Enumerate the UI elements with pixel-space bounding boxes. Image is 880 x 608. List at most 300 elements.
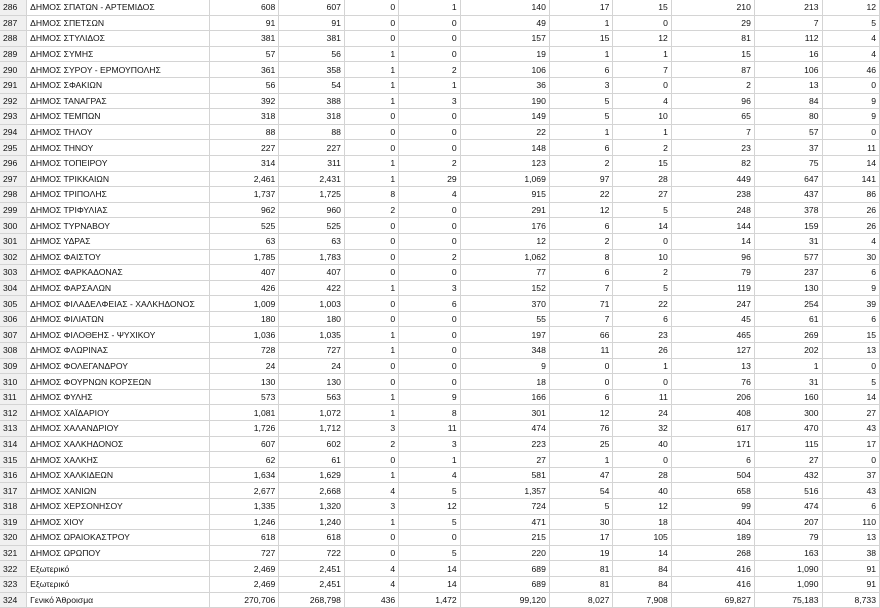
cell-value[interactable]: 206	[671, 389, 754, 405]
cell-value[interactable]: 1	[399, 452, 461, 468]
cell-value[interactable]: 3	[399, 280, 461, 296]
cell-value[interactable]: 602	[279, 436, 345, 452]
cell-value[interactable]: 408	[671, 405, 754, 421]
cell-value[interactable]: 6	[549, 140, 613, 156]
cell-value[interactable]: 6	[549, 218, 613, 234]
cell-value[interactable]: 1	[344, 62, 398, 78]
cell-value[interactable]: 0	[399, 343, 461, 359]
cell-value[interactable]: 12	[549, 202, 613, 218]
cell-value[interactable]: 4	[822, 46, 880, 62]
cell-name[interactable]: ΔΗΜΟΣ ΣΥΡΟΥ - ΕΡΜΟΥΠΟΛΗΣ	[27, 62, 209, 78]
cell-value[interactable]: 9	[822, 109, 880, 125]
cell-value[interactable]: 1	[613, 358, 671, 374]
cell-value[interactable]: 1,240	[279, 514, 345, 530]
cell-value[interactable]: 6	[822, 499, 880, 515]
cell-value[interactable]: 23	[671, 140, 754, 156]
cell-value[interactable]: 19	[460, 46, 549, 62]
cell-value[interactable]: 470	[754, 421, 822, 437]
cell-value[interactable]: 105	[613, 530, 671, 546]
cell-value[interactable]: 311	[279, 155, 345, 171]
cell-value[interactable]: 0	[549, 374, 613, 390]
cell-name[interactable]: ΔΗΜΟΣ ΦΙΛΙΑΤΩΝ	[27, 311, 209, 327]
cell-value[interactable]: 18	[613, 514, 671, 530]
cell-value[interactable]: 130	[279, 374, 345, 390]
cell-value[interactable]: 0	[344, 0, 398, 15]
cell-value[interactable]: 1	[613, 46, 671, 62]
cell-value[interactable]: 220	[460, 545, 549, 561]
cell-value[interactable]: 471	[460, 514, 549, 530]
cell-value[interactable]: 26	[822, 218, 880, 234]
row-number[interactable]: 297	[0, 171, 27, 187]
cell-value[interactable]: 1	[613, 124, 671, 140]
row-number[interactable]: 310	[0, 374, 27, 390]
cell-value[interactable]: 45	[671, 311, 754, 327]
row-number[interactable]: 308	[0, 343, 27, 359]
cell-value[interactable]: 54	[549, 483, 613, 499]
cell-value[interactable]: 1	[549, 46, 613, 62]
cell-value[interactable]: 130	[209, 374, 279, 390]
cell-value[interactable]: 1,069	[460, 171, 549, 187]
cell-value[interactable]: 15	[549, 31, 613, 47]
cell-value[interactable]: 2,677	[209, 483, 279, 499]
cell-value[interactable]: 37	[822, 467, 880, 483]
cell-value[interactable]: 1,737	[209, 187, 279, 203]
cell-value[interactable]: 0	[344, 109, 398, 125]
cell-value[interactable]: 180	[209, 311, 279, 327]
cell-value[interactable]: 361	[209, 62, 279, 78]
cell-value[interactable]: 0	[399, 530, 461, 546]
cell-value[interactable]: 1	[344, 467, 398, 483]
cell-name[interactable]: ΔΗΜΟΣ ΧΑΛΚΗΔΟΝΟΣ	[27, 436, 209, 452]
cell-value[interactable]: 607	[279, 0, 345, 15]
cell-value[interactable]: 14	[399, 576, 461, 592]
cell-value[interactable]: 99	[671, 499, 754, 515]
cell-value[interactable]: 25	[549, 436, 613, 452]
cell-value[interactable]: 84	[613, 561, 671, 577]
row-number[interactable]: 321	[0, 545, 27, 561]
cell-value[interactable]: 1	[344, 77, 398, 93]
row-number[interactable]: 291	[0, 77, 27, 93]
cell-value[interactable]: 56	[209, 77, 279, 93]
cell-value[interactable]: 525	[209, 218, 279, 234]
cell-value[interactable]: 39	[822, 296, 880, 312]
cell-value[interactable]: 9	[822, 93, 880, 109]
cell-value[interactable]: 618	[209, 530, 279, 546]
cell-value[interactable]: 8	[344, 187, 398, 203]
cell-value[interactable]: 77	[460, 265, 549, 281]
cell-value[interactable]: 0	[399, 140, 461, 156]
cell-value[interactable]: 2,451	[279, 561, 345, 577]
cell-name[interactable]: ΔΗΜΟΣ ΦΑΡΚΑΔΟΝΑΣ	[27, 265, 209, 281]
cell-value[interactable]: 0	[344, 452, 398, 468]
cell-value[interactable]: 1,035	[279, 327, 345, 343]
cell-value[interactable]: 416	[671, 576, 754, 592]
cell-value[interactable]: 581	[460, 467, 549, 483]
cell-value[interactable]: 40	[613, 436, 671, 452]
cell-value[interactable]: 47	[549, 467, 613, 483]
cell-name[interactable]: ΔΗΜΟΣ ΧΑΝΙΩΝ	[27, 483, 209, 499]
cell-value[interactable]: 159	[754, 218, 822, 234]
cell-value[interactable]: 10	[613, 109, 671, 125]
row-number[interactable]: 311	[0, 389, 27, 405]
cell-value[interactable]: 1,725	[279, 187, 345, 203]
cell-value[interactable]: 247	[671, 296, 754, 312]
cell-value[interactable]: 9	[822, 280, 880, 296]
cell-value[interactable]: 0	[344, 124, 398, 140]
cell-value[interactable]: 0	[613, 233, 671, 249]
cell-value[interactable]: 1	[344, 405, 398, 421]
cell-value[interactable]: 27	[613, 187, 671, 203]
row-number[interactable]: 314	[0, 436, 27, 452]
cell-value[interactable]: 1	[344, 93, 398, 109]
cell-value[interactable]: 1,003	[279, 296, 345, 312]
cell-value[interactable]: 81	[671, 31, 754, 47]
cell-name[interactable]: ΔΗΜΟΣ ΧΙΟΥ	[27, 514, 209, 530]
cell-value[interactable]: 8,027	[549, 592, 613, 608]
cell-value[interactable]: 3	[399, 93, 461, 109]
cell-value[interactable]: 254	[754, 296, 822, 312]
row-number[interactable]: 324	[0, 592, 27, 608]
cell-name[interactable]: ΔΗΜΟΣ ΤΡΙΦΥΛΙΑΣ	[27, 202, 209, 218]
cell-value[interactable]: 4	[822, 233, 880, 249]
cell-value[interactable]: 40	[613, 483, 671, 499]
cell-value[interactable]: 8	[399, 405, 461, 421]
cell-value[interactable]: 1,783	[279, 249, 345, 265]
cell-value[interactable]: 2,469	[209, 561, 279, 577]
cell-value[interactable]: 1,472	[399, 592, 461, 608]
cell-value[interactable]: 1	[344, 155, 398, 171]
cell-value[interactable]: 91	[822, 576, 880, 592]
cell-value[interactable]: 79	[671, 265, 754, 281]
cell-value[interactable]: 1	[344, 389, 398, 405]
cell-value[interactable]: 82	[671, 155, 754, 171]
cell-value[interactable]: 63	[209, 233, 279, 249]
cell-value[interactable]: 69,827	[671, 592, 754, 608]
cell-value[interactable]: 422	[279, 280, 345, 296]
cell-value[interactable]: 17	[549, 0, 613, 15]
cell-value[interactable]: 0	[399, 327, 461, 343]
cell-value[interactable]: 190	[460, 93, 549, 109]
cell-value[interactable]: 61	[754, 311, 822, 327]
cell-value[interactable]: 0	[399, 124, 461, 140]
cell-value[interactable]: 1,062	[460, 249, 549, 265]
cell-value[interactable]: 189	[671, 530, 754, 546]
cell-value[interactable]: 407	[279, 265, 345, 281]
cell-value[interactable]: 38	[822, 545, 880, 561]
cell-value[interactable]: 6	[613, 311, 671, 327]
cell-name[interactable]: ΔΗΜΟΣ ΧΑΪΔΑΡΙΟΥ	[27, 405, 209, 421]
cell-value[interactable]: 618	[279, 530, 345, 546]
cell-value[interactable]: 1	[399, 77, 461, 93]
cell-value[interactable]: 2	[613, 140, 671, 156]
cell-value[interactable]: 5	[549, 93, 613, 109]
cell-value[interactable]: 213	[754, 0, 822, 15]
row-number[interactable]: 290	[0, 62, 27, 78]
cell-value[interactable]: 647	[754, 171, 822, 187]
cell-value[interactable]: 563	[279, 389, 345, 405]
row-number[interactable]: 313	[0, 421, 27, 437]
cell-value[interactable]: 689	[460, 561, 549, 577]
cell-value[interactable]: 0	[399, 374, 461, 390]
cell-name[interactable]: ΔΗΜΟΣ ΤΗΝΟΥ	[27, 140, 209, 156]
cell-value[interactable]: 722	[279, 545, 345, 561]
cell-name[interactable]: Γενικό Άθροισμα	[27, 592, 209, 608]
cell-value[interactable]: 71	[549, 296, 613, 312]
cell-value[interactable]: 112	[754, 31, 822, 47]
cell-value[interactable]: 0	[344, 140, 398, 156]
cell-value[interactable]: 24	[209, 358, 279, 374]
cell-value[interactable]: 202	[754, 343, 822, 359]
cell-name[interactable]: ΔΗΜΟΣ ΤΡΙΚΚΑΙΩΝ	[27, 171, 209, 187]
cell-name[interactable]: ΔΗΜΟΣ ΦΟΛΕΓΑΝΔΡΟΥ	[27, 358, 209, 374]
cell-value[interactable]: 197	[460, 327, 549, 343]
cell-value[interactable]: 31	[754, 374, 822, 390]
cell-value[interactable]: 727	[209, 545, 279, 561]
cell-value[interactable]: 81	[549, 576, 613, 592]
cell-value[interactable]: 0	[399, 265, 461, 281]
cell-value[interactable]: 4	[344, 483, 398, 499]
cell-value[interactable]: 15	[613, 0, 671, 15]
cell-value[interactable]: 573	[209, 389, 279, 405]
cell-value[interactable]: 75	[754, 155, 822, 171]
cell-value[interactable]: 1,090	[754, 576, 822, 592]
cell-value[interactable]: 0	[613, 452, 671, 468]
cell-value[interactable]: 0	[822, 452, 880, 468]
cell-value[interactable]: 37	[754, 140, 822, 156]
cell-value[interactable]: 26	[613, 343, 671, 359]
cell-value[interactable]: 5	[399, 483, 461, 499]
cell-value[interactable]: 4	[399, 467, 461, 483]
cell-value[interactable]: 6	[549, 265, 613, 281]
cell-value[interactable]: 2,431	[279, 171, 345, 187]
cell-value[interactable]: 0	[344, 265, 398, 281]
cell-value[interactable]: 5	[549, 499, 613, 515]
cell-value[interactable]: 2	[399, 249, 461, 265]
cell-value[interactable]: 960	[279, 202, 345, 218]
cell-value[interactable]: 1	[754, 358, 822, 374]
cell-value[interactable]: 1,726	[209, 421, 279, 437]
cell-value[interactable]: 1	[549, 15, 613, 31]
cell-value[interactable]: 2	[399, 155, 461, 171]
cell-value[interactable]: 15	[822, 327, 880, 343]
cell-value[interactable]: 7	[549, 280, 613, 296]
row-number[interactable]: 317	[0, 483, 27, 499]
cell-value[interactable]: 28	[613, 171, 671, 187]
cell-value[interactable]: 5	[613, 202, 671, 218]
row-number[interactable]: 293	[0, 109, 27, 125]
cell-value[interactable]: 15	[613, 155, 671, 171]
row-number[interactable]: 306	[0, 311, 27, 327]
cell-value[interactable]: 358	[279, 62, 345, 78]
cell-name[interactable]: ΔΗΜΟΣ ΦΥΛΗΣ	[27, 389, 209, 405]
row-number[interactable]: 289	[0, 46, 27, 62]
cell-value[interactable]: 8,733	[822, 592, 880, 608]
cell-value[interactable]: 62	[209, 452, 279, 468]
cell-name[interactable]: ΔΗΜΟΣ ΧΑΛΚΙΔΕΩΝ	[27, 467, 209, 483]
cell-value[interactable]: 0	[822, 358, 880, 374]
cell-value[interactable]: 0	[613, 374, 671, 390]
cell-value[interactable]: 1,072	[279, 405, 345, 421]
cell-value[interactable]: 13	[671, 358, 754, 374]
cell-value[interactable]: 300	[754, 405, 822, 421]
row-number[interactable]: 300	[0, 218, 27, 234]
row-number[interactable]: 316	[0, 467, 27, 483]
cell-value[interactable]: 96	[671, 93, 754, 109]
cell-value[interactable]: 14	[822, 389, 880, 405]
cell-value[interactable]: 617	[671, 421, 754, 437]
cell-value[interactable]: 14	[671, 233, 754, 249]
cell-value[interactable]: 1	[549, 124, 613, 140]
cell-value[interactable]: 29	[399, 171, 461, 187]
cell-value[interactable]: 17	[549, 530, 613, 546]
cell-value[interactable]: 86	[822, 187, 880, 203]
cell-value[interactable]: 141	[822, 171, 880, 187]
cell-value[interactable]: 12	[460, 233, 549, 249]
row-number[interactable]: 296	[0, 155, 27, 171]
row-number[interactable]: 292	[0, 93, 27, 109]
cell-value[interactable]: 0	[344, 311, 398, 327]
cell-value[interactable]: 474	[460, 421, 549, 437]
cell-value[interactable]: 449	[671, 171, 754, 187]
cell-value[interactable]: 115	[754, 436, 822, 452]
cell-value[interactable]: 12	[613, 31, 671, 47]
cell-value[interactable]: 0	[399, 358, 461, 374]
cell-value[interactable]: 268	[671, 545, 754, 561]
cell-value[interactable]: 0	[399, 31, 461, 47]
cell-value[interactable]: 268,798	[279, 592, 345, 608]
cell-value[interactable]: 5	[549, 109, 613, 125]
cell-name[interactable]: Εξωτερικό	[27, 576, 209, 592]
cell-value[interactable]: 6	[671, 452, 754, 468]
row-number[interactable]: 303	[0, 265, 27, 281]
cell-value[interactable]: 6	[549, 62, 613, 78]
row-number[interactable]: 309	[0, 358, 27, 374]
cell-value[interactable]: 24	[613, 405, 671, 421]
cell-value[interactable]: 91	[822, 561, 880, 577]
cell-value[interactable]: 3	[344, 421, 398, 437]
cell-value[interactable]: 160	[754, 389, 822, 405]
cell-name[interactable]: ΔΗΜΟΣ ΦΑΡΣΑΛΩΝ	[27, 280, 209, 296]
cell-value[interactable]: 84	[754, 93, 822, 109]
cell-name[interactable]: ΔΗΜΟΣ ΥΔΡΑΣ	[27, 233, 209, 249]
cell-value[interactable]: 148	[460, 140, 549, 156]
cell-value[interactable]: 3	[344, 499, 398, 515]
cell-value[interactable]: 97	[549, 171, 613, 187]
cell-value[interactable]: 11	[613, 389, 671, 405]
cell-value[interactable]: 0	[344, 358, 398, 374]
cell-value[interactable]: 24	[279, 358, 345, 374]
cell-value[interactable]: 270,706	[209, 592, 279, 608]
cell-value[interactable]: 577	[754, 249, 822, 265]
cell-value[interactable]: 0	[399, 15, 461, 31]
cell-value[interactable]: 22	[460, 124, 549, 140]
row-number[interactable]: 319	[0, 514, 27, 530]
cell-value[interactable]: 130	[754, 280, 822, 296]
cell-value[interactable]: 57	[754, 124, 822, 140]
cell-value[interactable]: 30	[822, 249, 880, 265]
cell-value[interactable]: 12	[549, 405, 613, 421]
cell-value[interactable]: 36	[460, 77, 549, 93]
cell-value[interactable]: 0	[344, 296, 398, 312]
cell-value[interactable]: 22	[613, 296, 671, 312]
cell-value[interactable]: 32	[613, 421, 671, 437]
row-number[interactable]: 288	[0, 31, 27, 47]
row-number[interactable]: 302	[0, 249, 27, 265]
cell-value[interactable]: 6	[549, 389, 613, 405]
cell-value[interactable]: 0	[613, 15, 671, 31]
cell-value[interactable]: 2,461	[209, 171, 279, 187]
cell-value[interactable]: 728	[209, 343, 279, 359]
cell-value[interactable]: 2	[549, 233, 613, 249]
cell-value[interactable]: 10	[613, 249, 671, 265]
cell-value[interactable]: 22	[549, 187, 613, 203]
row-number[interactable]: 287	[0, 15, 27, 31]
cell-value[interactable]: 43	[822, 421, 880, 437]
cell-value[interactable]: 75,183	[754, 592, 822, 608]
cell-name[interactable]: ΔΗΜΟΣ ΤΡΙΠΟΛΗΣ	[27, 187, 209, 203]
cell-value[interactable]: 27	[460, 452, 549, 468]
cell-value[interactable]: 0	[613, 77, 671, 93]
cell-value[interactable]: 11	[549, 343, 613, 359]
cell-value[interactable]: 57	[209, 46, 279, 62]
cell-value[interactable]: 66	[549, 327, 613, 343]
cell-value[interactable]: 689	[460, 576, 549, 592]
cell-value[interactable]: 2,668	[279, 483, 345, 499]
cell-value[interactable]: 0	[822, 77, 880, 93]
row-number[interactable]: 294	[0, 124, 27, 140]
cell-value[interactable]: 1,335	[209, 499, 279, 515]
cell-value[interactable]: 2	[549, 155, 613, 171]
cell-name[interactable]: ΔΗΜΟΣ ΧΕΡΣΟΝΗΣΟΥ	[27, 499, 209, 515]
cell-name[interactable]: ΔΗΜΟΣ ΦΑΙΣΤΟΥ	[27, 249, 209, 265]
cell-value[interactable]: 727	[279, 343, 345, 359]
cell-value[interactable]: 207	[754, 514, 822, 530]
cell-value[interactable]: 437	[754, 187, 822, 203]
cell-value[interactable]: 49	[460, 15, 549, 31]
cell-name[interactable]: ΔΗΜΟΣ ΧΑΛΚΗΣ	[27, 452, 209, 468]
cell-value[interactable]: 166	[460, 389, 549, 405]
cell-value[interactable]: 19	[549, 545, 613, 561]
cell-value[interactable]: 16	[754, 46, 822, 62]
cell-value[interactable]: 14	[613, 545, 671, 561]
cell-value[interactable]: 1,246	[209, 514, 279, 530]
cell-value[interactable]: 27	[754, 452, 822, 468]
cell-value[interactable]: 13	[822, 343, 880, 359]
cell-value[interactable]: 2	[671, 77, 754, 93]
cell-value[interactable]: 291	[460, 202, 549, 218]
cell-value[interactable]: 381	[209, 31, 279, 47]
cell-value[interactable]: 237	[754, 265, 822, 281]
cell-value[interactable]: 223	[460, 436, 549, 452]
cell-value[interactable]: 46	[822, 62, 880, 78]
cell-value[interactable]: 474	[754, 499, 822, 515]
cell-value[interactable]: 119	[671, 280, 754, 296]
cell-value[interactable]: 30	[549, 514, 613, 530]
cell-value[interactable]: 12	[399, 499, 461, 515]
cell-value[interactable]: 87	[671, 62, 754, 78]
cell-value[interactable]: 318	[279, 109, 345, 125]
cell-value[interactable]: 3	[549, 77, 613, 93]
cell-value[interactable]: 81	[549, 561, 613, 577]
cell-value[interactable]: 14	[822, 155, 880, 171]
cell-value[interactable]: 17	[822, 436, 880, 452]
cell-value[interactable]: 140	[460, 0, 549, 15]
cell-value[interactable]: 269	[754, 327, 822, 343]
cell-value[interactable]: 144	[671, 218, 754, 234]
cell-value[interactable]: 516	[754, 483, 822, 499]
cell-value[interactable]: 9	[460, 358, 549, 374]
cell-value[interactable]: 1	[344, 280, 398, 296]
